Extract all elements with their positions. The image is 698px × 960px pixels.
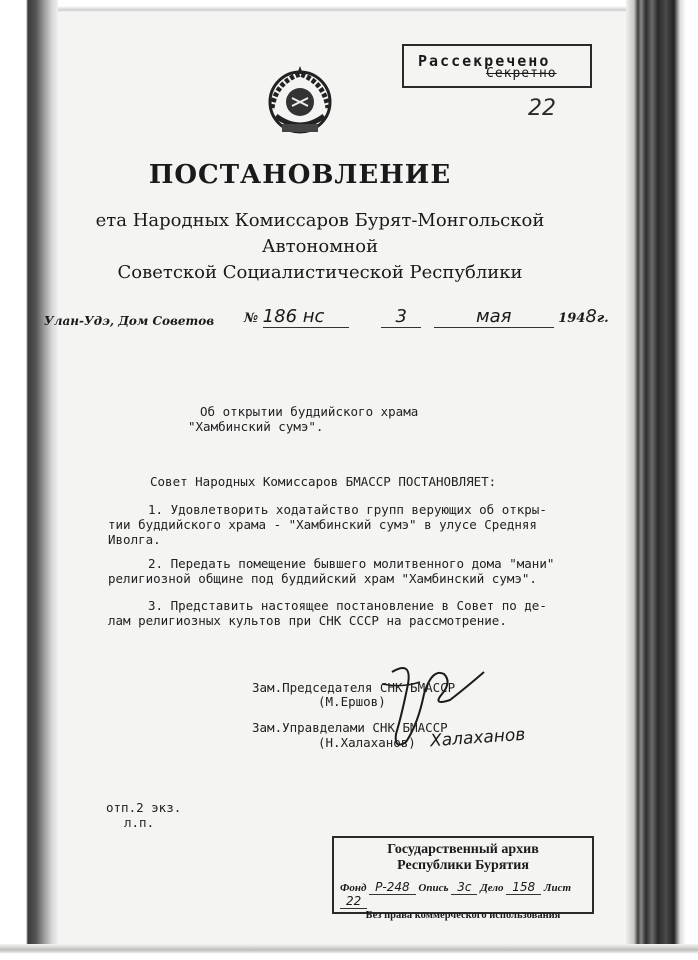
list-value: 22 bbox=[340, 894, 367, 909]
point-1-line-3: Иволга. bbox=[108, 532, 161, 547]
decree-number: 186 нс bbox=[263, 306, 349, 328]
point-3-line-1: 3. Представить настоящее постановление в Совет по де- bbox=[148, 598, 547, 613]
handwritten-page-number: 22 bbox=[528, 96, 556, 121]
opis-value: 3с bbox=[451, 880, 477, 895]
delo-label: Дело bbox=[480, 882, 504, 894]
point-1-line-1: 1. Удовлетворить ходатайство групп верующих об откры- bbox=[148, 502, 547, 517]
archive-reference bbox=[334, 880, 592, 908]
archive-rights: Без права коммерческого использования bbox=[365, 910, 561, 921]
number-date-line bbox=[244, 306, 609, 328]
council-name bbox=[50, 208, 590, 286]
point-1-line-2: тии буддийского храма - "Хамбинский сумэ" в улусе Средняя bbox=[108, 517, 537, 532]
archive-name: Государственный архив bbox=[387, 842, 539, 857]
opis-label: Опись bbox=[418, 882, 449, 894]
deputy-chair-name: (М.Ершов) bbox=[318, 694, 386, 709]
state-emblem-icon bbox=[262, 62, 338, 138]
document-title bbox=[0, 160, 600, 190]
point-2-line-2: религиозной общине под буддийский храм "Хамбинский сумэ". bbox=[108, 571, 537, 586]
scan-top-edge bbox=[0, 0, 698, 12]
handwritten-admin-signature: Халаханов bbox=[429, 724, 526, 752]
archive-republic: Республики Бурятия bbox=[397, 858, 529, 873]
declassified-text: Рассекречено bbox=[418, 52, 551, 70]
decree-month: мая bbox=[434, 306, 554, 328]
scan-left-edge bbox=[0, 0, 58, 960]
deputy-admin-name: (Н.Халаханов) bbox=[318, 735, 416, 750]
year-prefix: 194 bbox=[558, 311, 586, 326]
fond-label: Фонд bbox=[340, 882, 367, 894]
initials-note: л.п. bbox=[124, 815, 155, 830]
fond-value: Р-248 bbox=[369, 880, 415, 895]
decree-day: 3 bbox=[381, 306, 421, 328]
number-prefix: № bbox=[244, 311, 259, 326]
council-line-2: Советской Социалистической Республики bbox=[117, 262, 523, 283]
year-suffix: 8 bbox=[585, 306, 597, 327]
point-2-line-1: 2. Передать помещение бывшего молитвенного дома "мани" bbox=[148, 556, 555, 571]
place-of-issue: Улан-Удэ, Дом Советов bbox=[44, 314, 215, 328]
scan-binding-edge bbox=[626, 0, 698, 960]
council-line-1: ета Народных Комиссаров Бурят-Монгольской Автономной bbox=[95, 210, 545, 257]
declassified-stamp bbox=[402, 44, 592, 88]
delo-value: 158 bbox=[506, 880, 541, 895]
title-text: ПОСТАНОВЛЕНИЕ bbox=[148, 160, 452, 190]
deputy-chair-title: Зам.Председателя СНК БМАССР bbox=[252, 680, 456, 695]
list-label: Лист bbox=[543, 882, 572, 894]
secret-crossed-text: Секретно bbox=[486, 66, 557, 81]
resolves-line: Совет Народных Комиссаров БМАССР ПОСТАНОВЛЯЕТ: bbox=[150, 474, 497, 489]
point-3-line-2: лам религиозных культов при СНК СССР на рассмотрение. bbox=[108, 613, 507, 628]
subject-line-1: Об открытии буддийского храма bbox=[200, 404, 419, 419]
archive-stamp bbox=[332, 836, 594, 921]
scan-bottom-edge bbox=[0, 944, 698, 960]
copies-note: отп.2 экз. bbox=[106, 800, 182, 815]
deputy-admin-title: Зам.Управделами СНК БМАССР bbox=[252, 720, 448, 735]
year-end: г. bbox=[596, 311, 609, 326]
subject-line-2: "Хамбинский сумэ". bbox=[188, 419, 324, 434]
